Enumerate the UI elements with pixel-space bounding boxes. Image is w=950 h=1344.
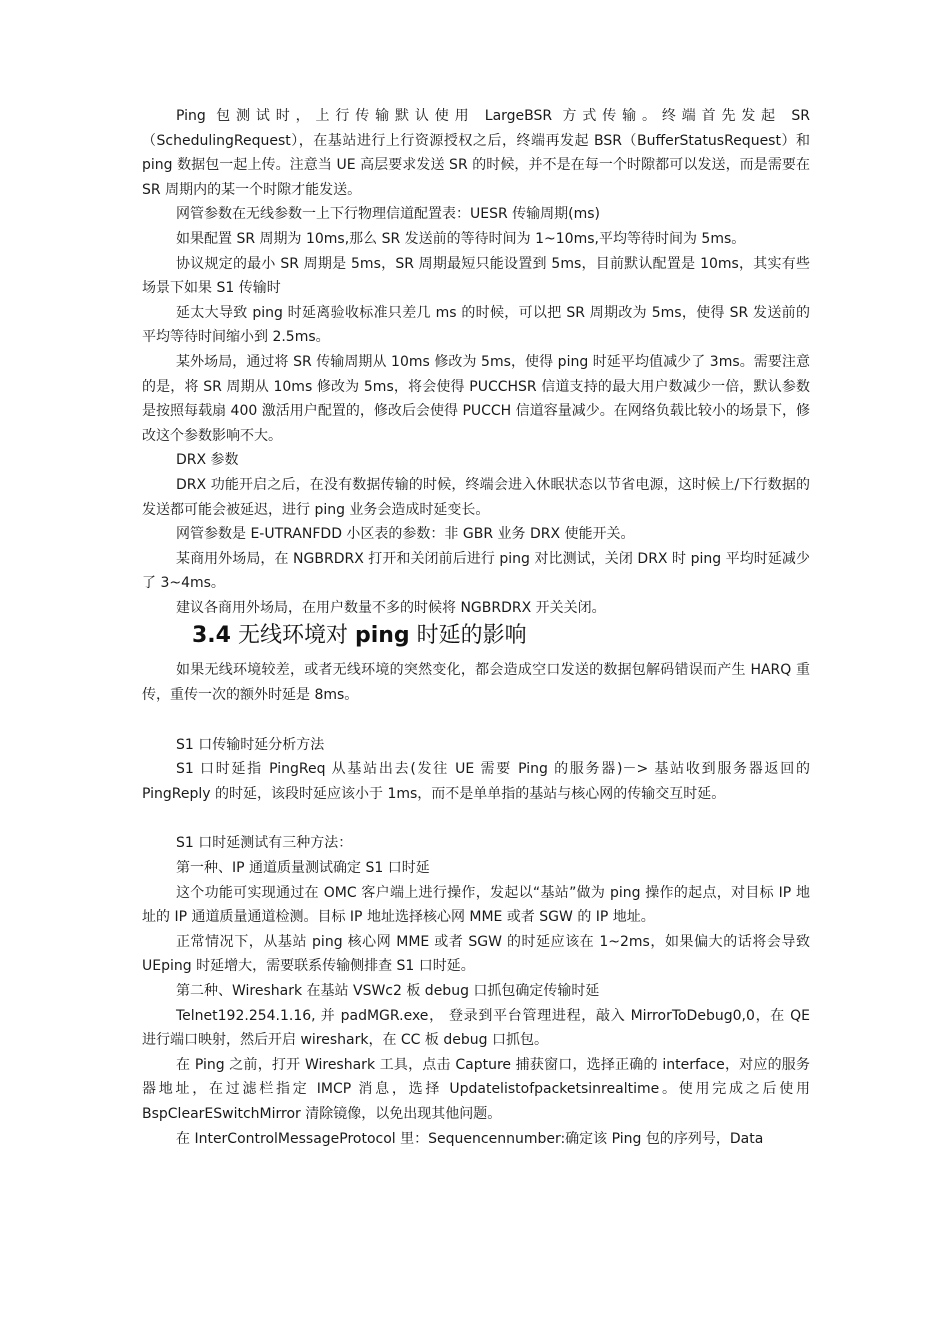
paragraph: 如果配置 SR 周期为 10ms,那么 SR 发送前的等待时间为 1~10ms,平均等待时间为 5ms。: [176, 230, 746, 247]
paragraph: Telnet192.254.1.16, 并 padMGR.exe， 登录到平台管理进程，敲入 MirrorToDebug0,0，在 QE 进行端口映射，然后开启 wireshark，在 CC 板 debug 口抓包。: [142, 1007, 810, 1049]
paragraph: 协议规定的最小 SR 周期是 5ms，SR 周期最短只能设置到 5ms，目前默认配置是 10ms，其实有些场景下如果 S1 传输时: [142, 255, 810, 297]
paragraph-s1-title: S1 口传输时延分析方法: [176, 736, 325, 753]
paragraph-drx-title: DRX 参数: [176, 452, 239, 469]
paragraph: 正常情况下，从基站 ping 核心网 MME 或者 SGW 的时延应该在 1~2ms，如果偏大的话将会导致 UEping 时延增大，需要联系传输侧排查 S1 口时延。: [142, 933, 810, 975]
paragraph: 在 InterControlMessageProtocol 里：Sequencennumber:确定该 Ping 包的序列号，Data: [176, 1130, 764, 1147]
paragraph: S1 口时延指 PingReq 从基站出去(发往 UE 需要 Ping 的服务器)－> 基站收到服务器返回的 PingReply 的时延，该段时延应该小于 1ms，而不是单单指的基站与核心网的传输交互时延。: [142, 761, 810, 802]
paragraph: 延太大导致 ping 时延离验收标准只差几 ms 的时候，可以把 SR 周期改为 5ms，使得 SR 发送前的平均等待时间缩小到 2.5ms。: [142, 304, 810, 346]
section-sr-drx: [142, 104, 810, 620]
heading-text-post: 时延的影响: [409, 623, 527, 649]
paragraph: DRX 功能开启之后，在没有数据传输的时候，终端会进入休眠状态以节省电源，这时候上/下行数据的发送都可能会被延迟，进行 ping 业务会造成时延变长。: [142, 476, 810, 518]
paragraph: 网管参数是 E-UTRANFDD 小区表的参数：非 GBR 业务 DRX 使能开关。: [176, 526, 635, 543]
section-radio-env: [142, 658, 810, 707]
paragraph: 第二种、Wireshark 在基站 VSWc2 板 debug 口抓包确定传输时延: [176, 983, 600, 999]
paragraph: S1 口时延测试有三种方法：: [176, 835, 353, 852]
paragraph: 第一种、IP 通道质量测试确定 S1 口时延: [176, 860, 430, 877]
section-heading: [142, 620, 810, 652]
paragraph: 网管参数在无线参数一上下行物理信道配置表：UESR 传输周期(ms): [176, 206, 601, 223]
section-s1-methods: [142, 831, 810, 1151]
heading-text-bold: ping: [354, 623, 410, 649]
paragraph: 某商用外场局，在 NGBRDRX 打开和关闭前后进行 ping 对比测试，关闭 DRX 时 ping 平均时延减少了 3~4ms。: [142, 550, 810, 592]
paragraph: 这个功能可实现通过在 OMC 客户端上进行操作，发起以“基站”做为 ping 操作的起点，对目标 IP 地址的 IP 通道质量通道检测。目标 IP 地址选择核心网 MME 或者 SGW 的 IP 地址。: [142, 884, 810, 926]
document-page: [142, 104, 810, 1151]
paragraph: Ping 包测试时，上行传输默认使用 LargeBSR 方式传输。终端首先发起 SR（SchedulingRequest），在基站进行上行资源授权之后，终端再发起 BSR（BufferStatusRequest）和 ping 数据包一起上传。注意当 UE 高层要求发送 SR 的时候，并不是在每一个时隙都可以发送，而是需要在 SR 周期内的某一个时隙才能发送。: [142, 108, 810, 198]
section-s1-analysis: [142, 733, 810, 807]
paragraph: 如果无线环境较差，或者无线环境的突然变化，都会造成空口发送的数据包解码错误而产生 HARQ 重传，重传一次的额外时延是 8ms。: [142, 662, 810, 704]
heading-number: 3.4: [192, 623, 231, 649]
heading-text-pre: 无线环境对: [230, 623, 355, 649]
paragraph: 在 Ping 之前，打开 Wireshark 工具，点击 Capture 捕获窗口，选择正确的 interface，对应的服务器地址，在过滤栏指定 IMCP 消息，选择 Updatelistofpacketsinrealtime。使用完成之后使用 BspClearESwitchMirror 清除镜像，以免出现其他问题。: [142, 1056, 810, 1122]
paragraph: 建议各商用外场局，在用户数量不多的时候将 NGBRDRX 开关关闭。: [176, 599, 606, 616]
paragraph: 某外场局，通过将 SR 传输周期从 10ms 修改为 5ms，使得 ping 时延平均值减少了 3ms。需要注意的是，将 SR 周期从 10ms 修改为 5ms，将会使得 PUCCHSR 信道支持的最大用户数减少一倍，默认参数是按照每载扇 400 激活用户配置的，修改后会使得 PUCCH 信道容量减少。在网络负载比较小的场景下，修改这个参数影响不大。: [142, 353, 810, 444]
